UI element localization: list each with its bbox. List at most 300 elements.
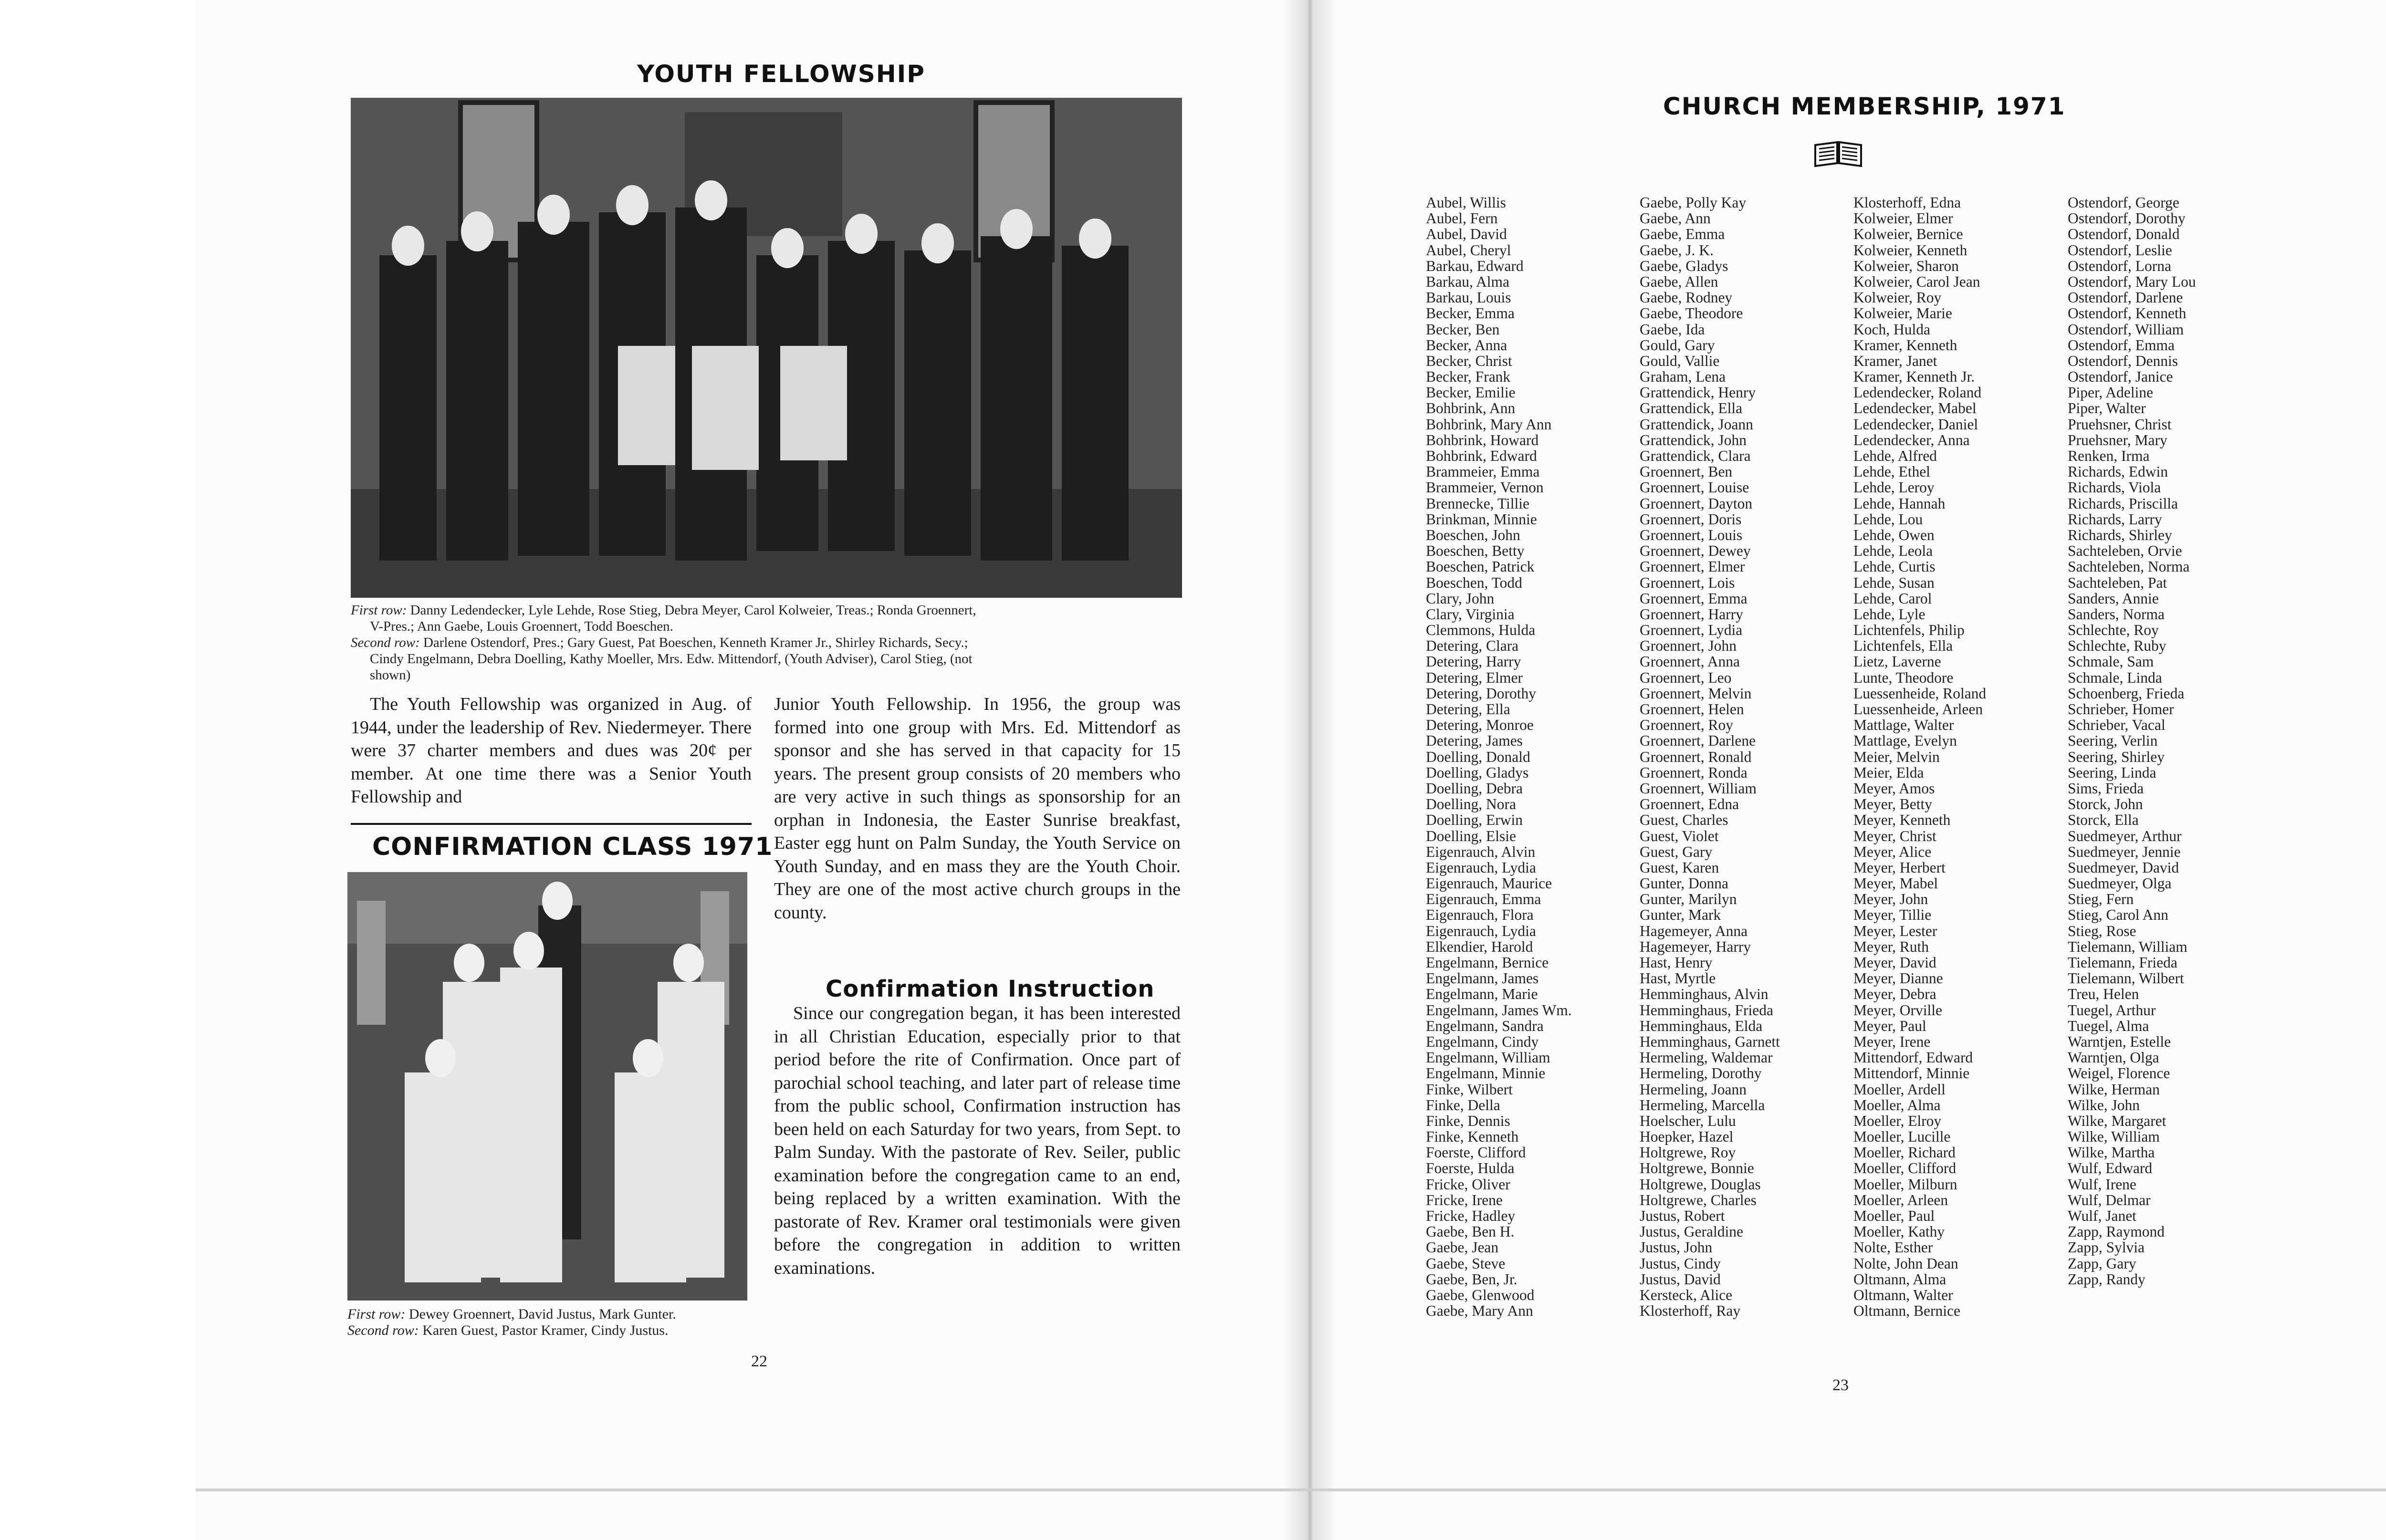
member-name: Seering, Verlin [2068,732,2158,749]
member-name: Detering, Clara [1426,637,1519,655]
member-name: Stieg, Carol Ann [2068,906,2168,924]
member-name: Storck, Ella [2068,812,2139,829]
member-name: Sanders, Annie [2068,590,2159,607]
member-name: Becker, Anna [1426,336,1507,354]
member-name: Klosterhoff, Ray [1640,1302,1741,1320]
member-name: Gaebe, Steve [1426,1255,1506,1272]
member-name: Hagemeyer, Harry [1640,938,1751,955]
membership-column-2 [1640,195,1780,1319]
member-name: Foerste, Hulda [1426,1160,1515,1177]
member-name: Groennert, Dayton [1640,495,1753,512]
member-name: Grattendick, Ella [1640,400,1743,417]
member-name: Ostendorf, George [2068,194,2179,211]
page-number-left: 22 [751,1353,767,1370]
member-name: Guest, Violet [1640,827,1719,844]
member-name: Groennert, Helen [1640,701,1744,718]
member-name: Tuegel, Arthur [2068,1001,2156,1019]
member-name: Lehde, Lyle [1853,605,1926,623]
member-name: Ostendorf, Darlene [2068,289,2183,306]
member-name: Sims, Frieda [2068,780,2144,797]
member-name: Groennert, Darlene [1640,732,1756,749]
member-name: Ledendecker, Mabel [1853,400,1977,417]
member-name: Groennert, Elmer [1640,558,1745,575]
member-name: Seering, Shirley [2068,748,2165,765]
member-name: Wulf, Edward [2068,1160,2153,1177]
caption-label: First row: [347,1306,406,1322]
member-name: Engelmann, Bernice [1426,954,1549,971]
member-name: Wulf, Delmar [2068,1191,2151,1208]
member-name: Brammeier, Vernon [1426,479,1544,496]
member-name: Meyer, Ruth [1853,938,1929,955]
member-name: Moeller, Lucille [1853,1128,1951,1145]
member-name: Meyer, John [1853,891,1928,908]
member-name: Grattendick, Clara [1640,447,1751,464]
member-name: Groennert, John [1640,637,1737,655]
member-name: Eigenrauch, Emma [1426,891,1541,908]
member-name: Moeller, Richard [1853,1144,1956,1161]
member-name: Hemminghaus, Elda [1640,1017,1763,1034]
member-name: Meier, Melvin [1853,748,1940,765]
member-name: Holtgrewe, Roy [1640,1144,1736,1161]
member-name: Foerste, Clifford [1426,1144,1526,1161]
member-name: Gaebe, Glenwood [1426,1286,1535,1303]
member-name: Meyer, Lester [1853,922,1937,939]
member-name: Groennert, Harry [1640,605,1743,623]
youth-fellowship-caption [351,602,1186,683]
member-name: Kolweier, Bernice [1853,226,1963,243]
member-name: Becker, Frank [1426,368,1511,385]
member-name: Groennert, Ronda [1640,764,1748,781]
member-name: Fricke, Irene [1426,1191,1503,1208]
member-name: Gaebe, Ben, Jr. [1426,1270,1517,1288]
member-name: Groennert, Edna [1640,796,1739,813]
caption-text: Darlene Ostendorf, Pres.; Gary Guest, Pat Boeschen, Kenneth Kramer Jr., Shirley Richards, Secy.; [423,635,968,650]
member-name: Seering, Linda [2068,764,2156,781]
member-name: Meyer, Dianne [1853,970,1943,987]
member-name: Oltmann, Alma [1853,1270,1946,1288]
member-name: Brinkman, Minnie [1426,510,1537,528]
member-name: Oltmann, Walter [1853,1286,1953,1303]
member-name: Wilke, John [2068,1096,2140,1113]
member-name: Richards, Larry [2068,510,2162,528]
member-name: Engelmann, William [1426,1049,1550,1066]
caption-label: Second row: [351,635,420,650]
member-name: Aubel, Fern [1426,210,1498,227]
member-name: Eigenrauch, Maurice [1426,875,1552,892]
member-name: Storck, John [2068,796,2143,813]
member-name: Weigel, Florence [2068,1065,2170,1082]
member-name: Tielemann, Frieda [2068,954,2177,971]
member-name: Doelling, Donald [1426,748,1530,765]
member-name: Lehde, Curtis [1853,558,1936,575]
member-name: Mattlage, Evelyn [1853,732,1957,749]
member-name: Wulf, Janet [2068,1207,2136,1224]
member-name: Groennert, Louis [1640,526,1743,543]
member-name: Finke, Dennis [1426,1112,1510,1129]
member-name: Doelling, Erwin [1426,812,1523,829]
member-name: Hagemeyer, Anna [1640,922,1748,939]
member-name: Mittendorf, Minnie [1853,1065,1970,1082]
caption-label: Second row: [347,1322,419,1338]
member-name: Finke, Wilbert [1426,1081,1513,1098]
member-name: Engelmann, Cindy [1426,1033,1539,1050]
youth-fellowship-text-left [351,693,752,809]
member-name: Justus, Robert [1640,1207,1725,1224]
member-name: Moeller, Milburn [1853,1176,1957,1193]
member-name: Suedmeyer, Arthur [2068,827,2182,844]
member-name: Meyer, Mabel [1853,875,1938,892]
member-name: Tielemann, William [2068,938,2187,955]
member-name: Gaebe, Ida [1640,321,1705,338]
confirmation-class-photo [347,872,747,1301]
member-name: Tuegel, Alma [2068,1017,2149,1034]
member-name: Gould, Gary [1640,336,1715,354]
member-name: Suedmeyer, David [2068,859,2179,876]
member-name: Mittendorf, Edward [1853,1049,1973,1066]
member-name: Ostendorf, Dorothy [2068,210,2186,227]
member-name: Sanders, Norma [2068,605,2165,623]
member-name: Schmale, Linda [2068,669,2162,686]
youth-fellowship-text-right [774,693,1181,924]
member-name: Doelling, Nora [1426,796,1516,813]
member-name: Barkau, Alma [1426,273,1509,290]
member-name: Clary, John [1426,590,1495,607]
caption-text: Cindy Engelmann, Debra Doelling, Kathy Moeller, Mrs. Edw. Mittendorf, (Youth Adviser), Carol Stieg, (not [370,651,973,666]
member-name: Kolweier, Carol Jean [1853,273,1980,290]
member-name: Finke, Kenneth [1426,1128,1519,1145]
member-name: Moeller, Paul [1853,1207,1935,1224]
member-name: Lehde, Leroy [1853,479,1935,496]
member-name: Boeschen, John [1426,526,1520,543]
member-name: Lichtenfels, Philip [1853,622,1965,639]
caption-text: V-Pres.; Ann Gaebe, Louis Groennert, Todd Boeschen. [370,619,673,634]
membership-column-1 [1426,195,1572,1319]
member-name: Grattendick, Henry [1640,384,1756,401]
member-name: Lichtenfels, Ella [1853,637,1953,655]
caption-text: Dewey Groennert, David Justus, Mark Gunter. [408,1306,676,1322]
member-name: Pruehsner, Christ [2068,416,2172,433]
member-name: Bohbrink, Mary Ann [1426,416,1552,433]
member-name: Guest, Charles [1640,812,1728,829]
member-name: Boeschen, Betty [1426,542,1525,560]
member-name: Wilke, Margaret [2068,1112,2166,1129]
member-name: Gunter, Mark [1640,906,1721,924]
member-name: Graham, Lena [1640,368,1726,385]
member-name: Moeller, Ardell [1853,1081,1946,1098]
member-name: Lehde, Leola [1853,542,1933,560]
caption-text: Danny Ledendecker, Lyle Lehde, Rose Stieg, Debra Meyer, Carol Kolweier, Treas.; Ronda Groennert, [410,603,976,618]
member-name: Barkau, Edward [1426,257,1524,274]
open-book-icon [1813,138,1863,168]
member-name: Ledendecker, Roland [1853,384,1982,401]
member-name: Detering, Elmer [1426,669,1523,686]
member-name: Schmale, Sam [2068,653,2154,670]
member-name: Brennecke, Tillie [1426,495,1529,512]
member-name: Sachteleben, Norma [2068,558,2190,575]
member-name: Moeller, Elroy [1853,1112,1942,1129]
member-name: Moeller, Arleen [1853,1191,1948,1208]
member-name: Zapp, Randy [2068,1270,2145,1288]
member-name: Detering, Dorothy [1426,685,1536,702]
member-name: Sachteleben, Pat [2068,574,2167,591]
member-name: Hermeling, Marcella [1640,1096,1765,1113]
member-name: Fricke, Hadley [1426,1207,1516,1224]
member-name: Piper, Walter [2068,400,2146,417]
member-name: Justus, David [1640,1270,1721,1288]
member-name: Eigenrauch, Lydia [1426,859,1536,876]
member-name: Clemmons, Hulda [1426,622,1536,639]
member-name: Zapp, Sylvia [2068,1239,2145,1256]
member-name: Groennert, Melvin [1640,685,1752,702]
member-name: Stieg, Fern [2068,891,2134,908]
member-name: Hast, Myrtle [1640,970,1716,987]
member-name: Kolweier, Kenneth [1853,241,1967,259]
member-name: Gaebe, Gladys [1640,257,1728,274]
member-name: Lehde, Ethel [1853,463,1930,480]
member-name: Hoepker, Hazel [1640,1128,1734,1145]
member-name: Fricke, Oliver [1426,1176,1510,1193]
member-name: Oltmann, Bernice [1853,1302,1960,1320]
member-name: Justus, Geraldine [1640,1223,1743,1240]
member-name: Becker, Christ [1426,352,1512,369]
member-name: Moeller, Kathy [1853,1223,1945,1240]
member-name: Stieg, Rose [2068,922,2136,939]
member-name: Detering, Monroe [1426,717,1534,734]
member-name: Meyer, Kenneth [1853,812,1951,829]
member-name: Lietz, Laverne [1853,653,1941,670]
member-name: Groennert, Ben [1640,463,1733,480]
member-name: Gaebe, J. K. [1640,241,1714,259]
member-name: Groennert, Lois [1640,574,1735,591]
member-name: Kolweier, Roy [1853,289,1942,306]
member-name: Suedmeyer, Jennie [2068,843,2181,860]
member-name: Ostendorf, Donald [2068,226,2180,243]
caption-text: shown) [370,667,411,683]
member-name: Warntjen, Estelle [2068,1033,2171,1050]
member-name: Zapp, Raymond [2068,1223,2165,1240]
member-name: Nolte, Esther [1853,1239,1933,1256]
member-name: Gaebe, Jean [1426,1239,1499,1256]
member-name: Engelmann, James [1426,970,1539,987]
member-name: Gaebe, Mary Ann [1426,1302,1533,1320]
member-name: Gunter, Donna [1640,875,1728,892]
member-name: Pruehsner, Mary [2068,431,2167,448]
member-name: Bohbrink, Howard [1426,431,1539,448]
member-name: Kolweier, Marie [1853,305,1952,322]
member-name: Holtgrewe, Bonnie [1640,1160,1754,1177]
member-name: Hermeling, Dorothy [1640,1065,1762,1082]
member-name: Eigenrauch, Flora [1426,906,1534,924]
member-name: Gould, Vallie [1640,352,1720,369]
caption-label: First row: [351,603,407,618]
member-name: Ostendorf, Mary Lou [2068,273,2196,290]
member-name: Aubel, David [1426,226,1507,243]
section-divider [351,823,752,825]
member-name: Brammeier, Emma [1426,463,1540,480]
paragraph: The Youth Fellowship was organized in Aug. of 1944, under the leadership of Rev. Niedermeyer. There were 37 charter members and dues was 20¢ per member. At one time there was a Senior Youth Fellowship and [351,694,752,807]
member-name: Becker, Ben [1426,321,1500,338]
member-name: Meyer, Tillie [1853,906,1932,924]
member-name: Ostendorf, Dennis [2068,352,2178,369]
member-name: Nolte, John Dean [1853,1255,1958,1272]
member-name: Lehde, Carol [1853,590,1932,607]
member-name: Renken, Irma [2068,447,2150,464]
member-name: Hemminghaus, Alvin [1640,986,1769,1003]
member-name: Luessenheide, Roland [1853,685,1987,702]
member-name: Zapp, Gary [2068,1255,2136,1272]
member-name: Gaebe, Emma [1640,226,1725,243]
member-name: Hermeling, Waldemar [1640,1049,1773,1066]
member-name: Wilke, William [2068,1128,2160,1145]
member-name: Tielemann, Wilbert [2068,970,2184,987]
member-name: Luessenheide, Arleen [1853,701,1983,718]
member-name: Holtgrewe, Douglas [1640,1176,1761,1193]
member-name: Becker, Emilie [1426,384,1516,401]
member-name: Gaebe, Rodney [1640,289,1733,306]
member-name: Groennert, Ronald [1640,748,1752,765]
member-name: Doelling, Debra [1426,780,1523,797]
member-name: Richards, Priscilla [2068,495,2178,512]
member-name: Wulf, Irene [2068,1176,2136,1193]
member-name: Meyer, Christ [1853,827,1936,844]
member-name: Gaebe, Ben H. [1426,1223,1515,1240]
member-name: Kolweier, Elmer [1853,210,1953,227]
member-name: Warntjen, Olga [2068,1049,2159,1066]
member-name: Groennert, Roy [1640,717,1733,734]
member-name: Ostendorf, William [2068,321,2184,338]
member-name: Groennert, Dewey [1640,542,1751,560]
member-name: Meyer, Betty [1853,796,1932,813]
member-name: Gaebe, Polly Kay [1640,194,1747,211]
member-name: Schlechte, Ruby [2068,637,2166,655]
paragraph: Since our congregation began, it has been interested in all Christian Education, especially prior to that period before the rite of Confirmation. Once part of parochial school teaching, and later part of release time from the public school, Confirmation instruction has been held on each Saturday for two years, from Sept. to Palm Sunday. With the pastorate of Rev. Seiler, public examination before the congregation came to an end, being replaced by a written examination. With the pastorate of Rev. Kramer oral testimonials were given before the congregation in addition to written examinations. [774,1003,1181,1278]
member-name: Groennert, Leo [1640,669,1732,686]
member-name: Meier, Elda [1853,764,1924,781]
member-name: Becker, Emma [1426,305,1515,322]
member-name: Clary, Virginia [1426,605,1515,623]
member-name: Richards, Viola [2068,479,2161,496]
member-name: Wilke, Herman [2068,1081,2160,1098]
member-name: Lehde, Alfred [1853,447,1937,464]
member-name: Grattendick, John [1640,431,1747,448]
member-name: Kramer, Janet [1853,352,1937,369]
confirmation-instruction-heading: Confirmation Instruction [826,976,1155,1002]
member-name: Aubel, Cheryl [1426,241,1511,259]
member-name: Hast, Henry [1640,954,1713,971]
member-name: Doelling, Elsie [1426,827,1516,844]
member-name: Boeschen, Todd [1426,574,1522,591]
member-name: Kolweier, Sharon [1853,257,1959,274]
confirmation-class-heading: CONFIRMATION CLASS 1971 [372,832,773,861]
member-name: Justus, Cindy [1640,1255,1721,1272]
member-name: Ostendorf, Kenneth [2068,305,2187,322]
member-name: Moeller, Clifford [1853,1160,1957,1177]
member-name: Groennert, Doris [1640,510,1742,528]
member-name: Sachteleben, Orvie [2068,542,2182,560]
member-name: Engelmann, Minnie [1426,1065,1546,1082]
member-name: Meyer, David [1853,954,1936,971]
member-name: Meyer, Paul [1853,1017,1926,1034]
member-name: Meyer, Orville [1853,1001,1942,1019]
member-name: Meyer, Irene [1853,1033,1931,1050]
member-name: Gunter, Marilyn [1640,891,1737,908]
confirmation-class-caption [347,1306,758,1339]
member-name: Richards, Edwin [2068,463,2168,480]
member-name: Schoenberg, Frieda [2068,685,2185,702]
member-name: Lunte, Theodore [1853,669,1954,686]
member-name: Gaebe, Allen [1640,273,1718,290]
membership-column-3 [1853,195,1986,1319]
church-membership-heading: CHURCH MEMBERSHIP, 1971 [1663,93,2066,120]
member-name: Groennert, Emma [1640,590,1748,607]
member-name: Groennert, Lydia [1640,622,1743,639]
member-name: Hoelscher, Lulu [1640,1112,1736,1129]
member-name: Meyer, Alice [1853,843,1932,860]
member-name: Engelmann, James Wm. [1426,1001,1572,1019]
member-name: Lehde, Susan [1853,574,1935,591]
member-name: Doelling, Gladys [1426,764,1529,781]
paragraph: Junior Youth Fellowship. In 1956, the group was formed into one group with Mrs. Ed. Mittendorf as sponsor and she has served in that capacity for 15 years. The present group consists of 20 members who are very active in such things as sponsorship for an orphan in Indonesia, the Easter Sunrise breakfast, Easter egg hunt on Palm Sunday, the Youth Service on Youth Sunday, and en mass they are the Youth Choir. They are one of the most active church groups in the county. [774,694,1181,923]
youth-fellowship-heading: YOUTH FELLOWSHIP [637,60,925,88]
member-name: Meyer, Amos [1853,780,1935,797]
member-name: Kramer, Kenneth [1853,336,1957,354]
member-name: Bohbrink, Edward [1426,447,1537,464]
member-name: Hermeling, Joann [1640,1081,1747,1098]
member-name: Engelmann, Sandra [1426,1017,1544,1034]
member-name: Elkendier, Harold [1426,938,1533,955]
member-name: Bohbrink, Ann [1426,400,1516,417]
caption-text: Karen Guest, Pastor Kramer, Cindy Justus. [422,1322,669,1338]
member-name: Guest, Karen [1640,859,1719,876]
member-name: Boeschen, Patrick [1426,558,1535,575]
member-name: Ostendorf, Leslie [2068,241,2172,259]
book-gutter [1284,0,1336,1540]
membership-column-4 [2068,195,2196,1287]
member-name: Moeller, Alma [1853,1096,1941,1113]
youth-fellowship-photo [351,98,1182,598]
page-edge [196,1488,2386,1491]
member-name: Koch, Hulda [1853,321,1930,338]
member-name: Eigenrauch, Lydia [1426,922,1536,939]
member-name: Detering, Ella [1426,701,1510,718]
member-name: Barkau, Louis [1426,289,1511,306]
member-name: Ledendecker, Daniel [1853,416,1978,433]
member-name: Schrieber, Vacal [2068,717,2166,734]
member-name: Ostendorf, Janice [2068,368,2173,385]
member-name: Groennert, Louise [1640,479,1749,496]
member-name: Meyer, Debra [1853,986,1936,1003]
member-name: Klosterhoff, Edna [1853,194,1961,211]
member-name: Groennert, Anna [1640,653,1740,670]
member-name: Treu, Helen [2068,986,2139,1003]
member-name: Ledendecker, Anna [1853,431,1970,448]
member-name: Lehde, Hannah [1853,495,1946,512]
member-name: Meyer, Herbert [1853,859,1946,876]
member-name: Kramer, Kenneth Jr. [1853,368,1975,385]
member-name: Detering, James [1426,732,1523,749]
member-name: Suedmeyer, Olga [2068,875,2172,892]
member-name: Ostendorf, Lorna [2068,257,2171,274]
member-name: Eigenrauch, Alvin [1426,843,1536,860]
member-name: Guest, Gary [1640,843,1713,860]
member-name: Finke, Della [1426,1096,1500,1113]
member-name: Piper, Adeline [2068,384,2153,401]
member-name: Justus, John [1640,1239,1713,1256]
member-name: Lehde, Lou [1853,510,1923,528]
member-name: Schlechte, Roy [2068,622,2159,639]
member-name: Gaebe, Ann [1640,210,1711,227]
member-name: Lehde, Owen [1853,526,1935,543]
